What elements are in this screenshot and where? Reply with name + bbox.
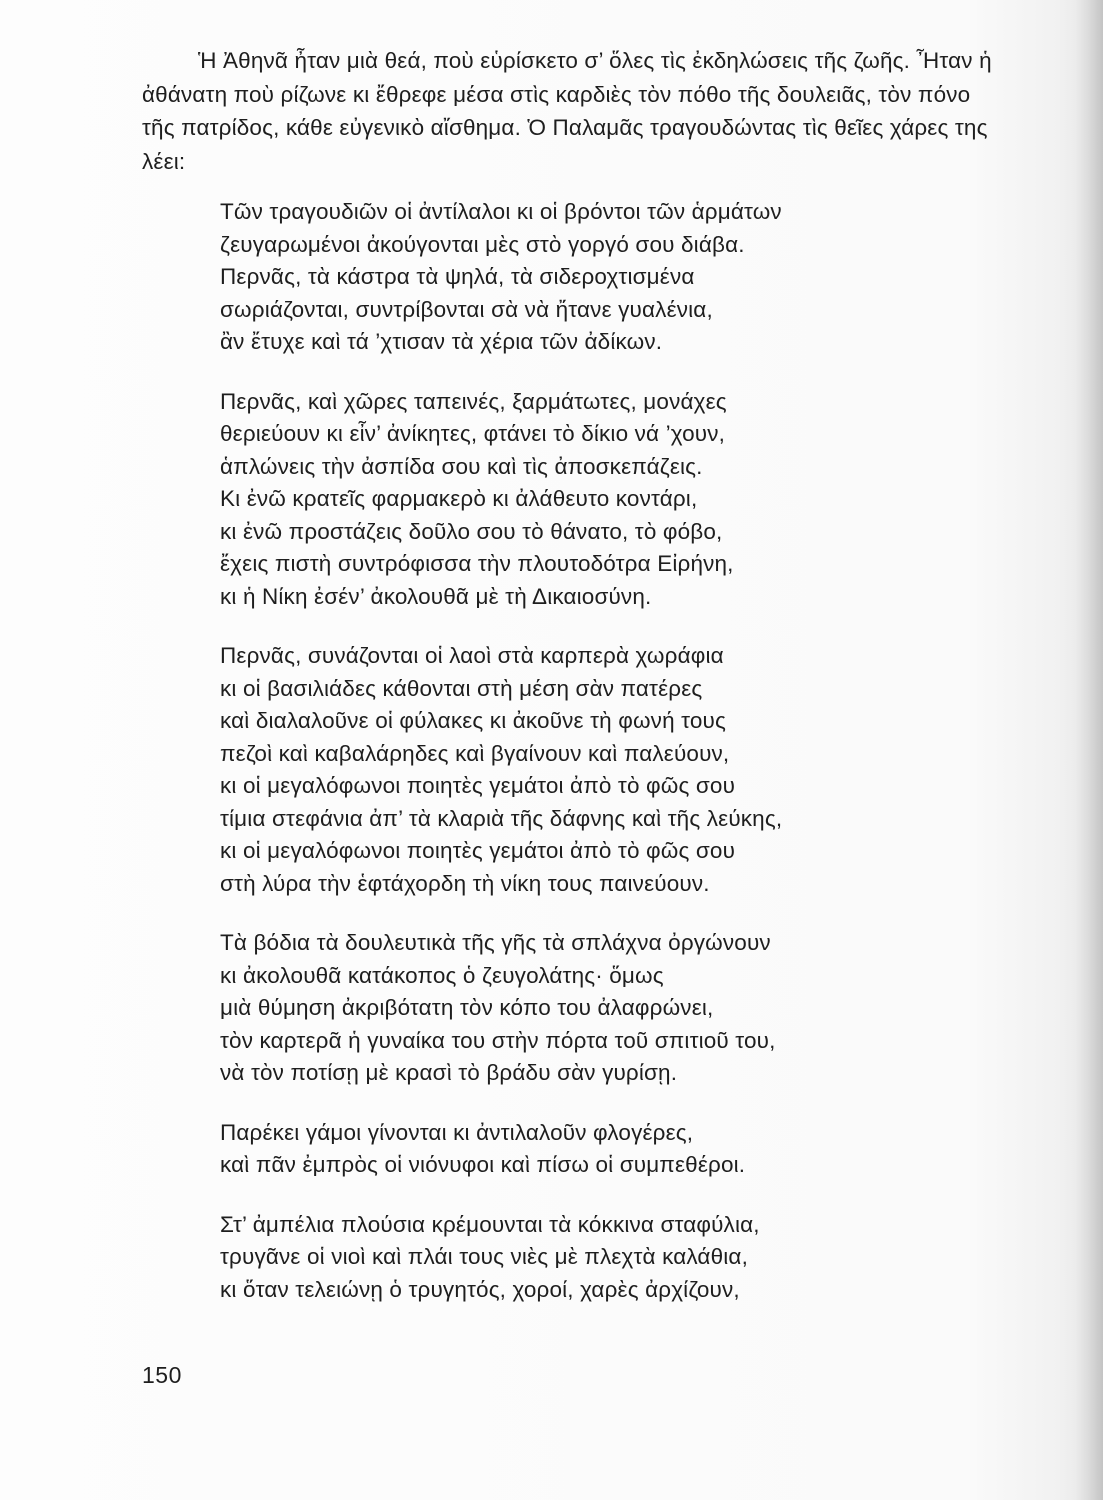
poem-line: Περνᾶς, τὰ κάστρα τὰ ψηλά, τὰ σιδεροχτισμένα <box>220 264 695 289</box>
poem-line: Κι ἐνῶ κρατεῖς φαρμακερὸ κι ἀλάθευτο κοντάρι, <box>220 486 698 511</box>
poem-line: τρυγᾶνε οἱ νιοὶ καὶ πλάι τους νιὲς μὲ πλεχτὰ καλάθια, <box>220 1244 748 1269</box>
poem-stanza-2 <box>220 386 1010 614</box>
poem-line: ἁπλώνεις τὴν ἀσπίδα σου καὶ τὶς ἀποσκεπάζεις. <box>220 453 703 479</box>
poem-line: Περνᾶς, καὶ χῶρες ταπεινές, ξαρμάτωτες, μονάχες <box>220 388 727 414</box>
poem-line: καὶ πᾶν ἐμπρὸς οἱ νιόνυφοι καὶ πίσω οἱ συμπεθέροι. <box>220 1152 746 1177</box>
poem-line: τίμια στεφάνια ἀπ’ τὰ κλαριὰ τῆς δάφνης καὶ τῆς λεύκης, <box>220 805 783 831</box>
poem-line: Τῶν τραγουδιῶν οἱ ἀντίλαλοι κι οἱ βρόντοι τῶν ἁρμάτων <box>220 199 782 224</box>
poem-line: κι οἱ μεγαλόφωνοι ποιητὲς γεμάτοι ἀπὸ τὸ φῶς σου <box>220 838 736 863</box>
poem-line: τὸν καρτερᾶ ἡ γυναίκα του στὴν πόρτα τοῦ σπιτιοῦ του, <box>220 1027 776 1053</box>
poem-stanza-6 <box>220 1209 1010 1307</box>
poem-line: κι ἀκολουθᾶ κατάκοπος ὁ ζευγολάτης· ὅμως <box>220 962 664 988</box>
page-number: 150 <box>142 1362 182 1388</box>
poem-line: στὴ λύρα τὴν ἑφτάχορδη τὴ νίκη τους παινεύουν. <box>220 870 710 896</box>
poem-line: καὶ διαλαλοῦνε οἱ φύλακες κι ἀκοῦνε τὴ φωνή τους <box>220 708 726 733</box>
poem-line: Περνᾶς, συνάζονται οἱ λαοὶ στὰ καρπερὰ χωράφια <box>220 643 724 668</box>
poem-line: σωριάζονται, συντρίβονται σὰ νὰ ἤτανε γυαλένια, <box>220 296 713 322</box>
poem-stanza-5 <box>220 1117 1010 1182</box>
poem <box>220 196 1010 1333</box>
poem-line: θεριεύουν κι εἶν’ ἀνίκητες, φτάνει τὸ δίκιο νά ’χουν, <box>220 421 726 446</box>
poem-line: κι οἱ μεγαλόφωνοι ποιητὲς γεμάτοι ἀπὸ τὸ φῶς σου <box>220 773 736 798</box>
intro-paragraph <box>142 44 1002 178</box>
poem-line: κι ἐνῶ προστάζεις δοῦλο σου τὸ θάνατο, τὸ φόβο, <box>220 518 723 544</box>
poem-stanza-4 <box>220 927 1010 1090</box>
page-edge-shadow <box>1075 0 1103 1500</box>
poem-line: κι ἡ Νίκη ἐσέν’ ἀκολουθᾶ μὲ τὴ Δικαιοσύνη. <box>220 583 652 609</box>
poem-line: μιὰ θύμηση ἀκριβότατη τὸν κόπο του ἀλαφρώνει, <box>220 995 714 1020</box>
poem-line: Στ’ ἀμπέλια πλούσια κρέμουνται τὰ κόκκινα σταφύλια, <box>220 1211 760 1237</box>
poem-line: κι ὅταν τελειώνῃ ὁ τρυγητός, χοροί, χαρὲς ἀρχίζουν, <box>220 1276 740 1302</box>
poem-stanza-1 <box>220 196 1010 359</box>
poem-line: πεζοὶ καὶ καβαλάρηδες καὶ βγαίνουν καὶ παλεύουν, <box>220 740 730 766</box>
poem-line: Τὰ βόδια τὰ δουλευτικὰ τῆς γῆς τὰ σπλάχνα ὀργώνουν <box>220 930 771 955</box>
poem-line: Παρέκει γάμοι γίνονται κι ἀντιλαλοῦν φλογέρες, <box>220 1119 694 1145</box>
poem-line: ἂν ἔτυχε καὶ τά ’χτισαν τὰ χέρια τῶν ἀδίκων. <box>220 329 663 354</box>
poem-line: κι οἱ βασιλιάδες κάθονται στὴ μέση σὰν πατέρες <box>220 675 703 701</box>
poem-line: ζευγαρωμένοι ἀκούγονται μὲς στὸ γοργό σου διάβα. <box>220 231 745 257</box>
intro-text: Ἡ Ἀθηνᾶ ἦταν μιὰ θεά, ποὺ εὑρίσκετο σ’ ὅλες τὶς ἐκδηλώσεις τῆς ζωῆς. Ἦταν ἡ ἀθάνατη ποὺ ρίζωνε κι ἔθρεφε μέσα στὶς καρδιὲς τὸν πόθο τῆς δουλειᾶς, τὸν πόνο τῆς πατρίδος, κάθε εὐγενικὸ αἴσθημα. Ὁ Παλαμᾶς τραγουδώντας τὶς θεῖες χάρες της λέει: <box>142 48 992 174</box>
poem-line: ἔχεις πιστὴ συντρόφισσα τὴν πλουτοδότρα Εἰρήνη, <box>220 551 734 576</box>
poem-stanza-3 <box>220 640 1010 900</box>
poem-line: νὰ τὸν ποτίσῃ μὲ κρασὶ τὸ βράδυ σὰν γυρίσῃ. <box>220 1060 678 1085</box>
